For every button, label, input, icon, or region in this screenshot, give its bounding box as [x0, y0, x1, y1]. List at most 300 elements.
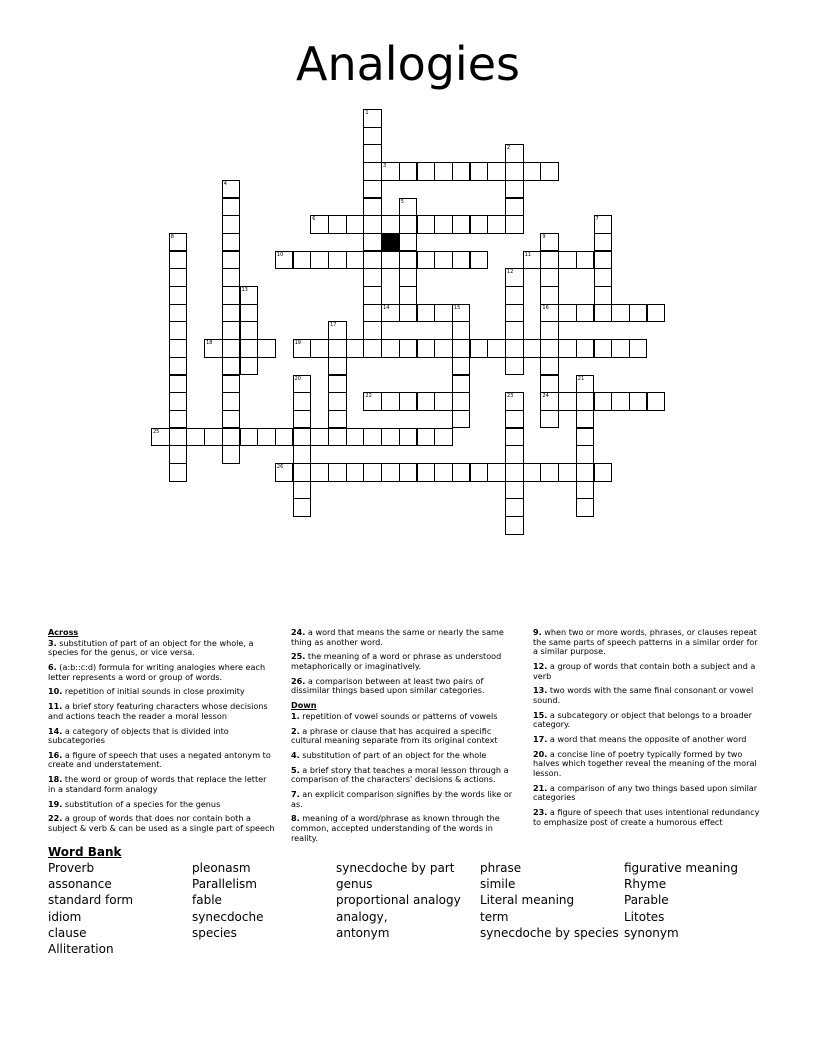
crossword-cell[interactable]: [540, 321, 559, 340]
crossword-cell[interactable]: [399, 162, 418, 181]
crossword-cell[interactable]: [417, 162, 436, 181]
crossword-cell[interactable]: [576, 481, 595, 500]
crossword-cell[interactable]: [470, 162, 489, 181]
crossword-cell[interactable]: [576, 498, 595, 517]
clue-number: 23: [507, 393, 514, 400]
down-header: Down: [291, 700, 317, 711]
crossword-cell[interactable]: [240, 321, 259, 340]
crossword-cell[interactable]: [293, 410, 312, 429]
crossword-cell[interactable]: [363, 144, 382, 163]
word-bank-item: Alliteration: [48, 942, 114, 957]
crossword-cell[interactable]: [328, 339, 347, 358]
down-clue: 8. meaning of a word/phrase as known through the common, accepted understanding of the words in reality.: [291, 813, 500, 843]
down-clue: 20. a concise line of poetry typically formed by two halves which together reveal the meaning of the moral lesson.: [533, 748, 757, 779]
crossword-cell[interactable]: [505, 339, 524, 358]
crossword-cell[interactable]: [240, 428, 259, 447]
crossword-cell[interactable]: [346, 428, 365, 447]
crossword-cell[interactable]: [169, 463, 188, 482]
word-bank-item: fable: [192, 893, 222, 908]
crossword-cell[interactable]: [222, 268, 241, 287]
crossword-cell[interactable]: [363, 463, 382, 482]
crossword-cell[interactable]: [204, 428, 223, 447]
crossword-cell[interactable]: [399, 339, 418, 358]
word-bank-item: Literal meaning: [480, 893, 575, 908]
crossword-cell[interactable]: [222, 180, 241, 199]
crossword-cell[interactable]: [275, 251, 294, 270]
crossword-cell[interactable]: [594, 463, 613, 482]
crossword-cell[interactable]: [417, 463, 436, 482]
clue-number: 12: [507, 269, 514, 276]
crossword-cell[interactable]: [169, 357, 188, 376]
word-bank-item: simile: [480, 877, 516, 892]
crossword-cell[interactable]: [363, 215, 382, 234]
clue-number: 26: [276, 464, 284, 470]
word-bank-item: Rhyme: [624, 877, 667, 892]
word-bank-item: genus: [336, 877, 373, 892]
crossword-cell[interactable]: [505, 498, 524, 517]
crossword-cell[interactable]: [381, 339, 400, 358]
crossword-cell[interactable]: [222, 375, 241, 394]
across-clue: 26. a comparison between at least two pairs of dissimilar things based upon similar categories.: [291, 675, 485, 696]
down-clue: 21. a comparison of any two things based upon similar categories: [533, 782, 758, 803]
crossword-cell[interactable]: [381, 428, 400, 447]
crossword-cell[interactable]: [222, 251, 241, 270]
crossword-cell[interactable]: [293, 481, 312, 500]
crossword-cell[interactable]: [363, 127, 382, 146]
crossword-cell[interactable]: [363, 321, 382, 340]
crossword-cell[interactable]: [417, 392, 436, 411]
crossword-cell[interactable]: [540, 463, 559, 482]
clue-number: 3: [383, 163, 387, 170]
crossword-cell[interactable]: [381, 251, 400, 270]
word-bank-title: Word Bank: [48, 845, 122, 859]
clue-number: 25: [153, 428, 160, 435]
word-bank-item: Parable: [624, 893, 669, 908]
crossword-cell[interactable]: [470, 463, 489, 482]
crossword-cell[interactable]: [222, 233, 241, 252]
crossword-cell[interactable]: [629, 339, 648, 358]
crossword-cell[interactable]: [169, 233, 188, 252]
page-title: Analogies: [296, 37, 520, 91]
word-bank-item: analogy,: [336, 909, 388, 924]
crossword-cell[interactable]: [434, 304, 453, 323]
crossword-cell[interactable]: [434, 428, 453, 447]
crossword-cell[interactable]: [576, 304, 595, 323]
crossword-cell[interactable]: [505, 215, 524, 234]
crossword-cell[interactable]: [381, 304, 400, 323]
crossword-cell[interactable]: [363, 198, 382, 217]
crossword-cell[interactable]: [169, 392, 188, 411]
across-clue: 11. a brief story featuring characters whose decisions and actions teach the reader a moral lesson: [48, 701, 268, 721]
crossword-cell[interactable]: [381, 162, 400, 181]
crossword-cell[interactable]: [417, 428, 436, 447]
crossword-cell[interactable]: [629, 392, 648, 411]
crossword-cell[interactable]: [452, 162, 471, 181]
crossword-cell[interactable]: [169, 375, 188, 394]
crossword-cell[interactable]: [363, 162, 382, 181]
crossword-cell[interactable]: [328, 392, 347, 411]
crossword-cell[interactable]: [222, 198, 241, 217]
crossword-cell[interactable]: [505, 445, 524, 464]
clue-number: 15: [453, 304, 461, 311]
crossword-cell[interactable]: [310, 251, 329, 270]
crossword-cell[interactable]: [363, 428, 382, 447]
crossword-cell[interactable]: [629, 304, 648, 323]
crossword-cell[interactable]: [293, 251, 312, 270]
crossword-cell[interactable]: [647, 304, 666, 323]
crossword-cell[interactable]: [328, 215, 347, 234]
clue-number: 4: [223, 180, 227, 187]
crossword-cell[interactable]: [399, 198, 418, 217]
across-clue: 16. a figure of speech that uses a negated antonym to create and understatement.: [48, 749, 271, 770]
word-bank-item: Proverb: [48, 861, 95, 875]
crossword-cell[interactable]: [487, 339, 506, 358]
crossword-cell[interactable]: [505, 268, 524, 287]
crossword-cell[interactable]: [222, 321, 241, 340]
crossword-cell[interactable]: [310, 463, 329, 482]
crossword-cell[interactable]: [417, 215, 436, 234]
word-bank-item: phrase: [480, 861, 522, 875]
down-clue: 1. repetition of vowel sounds or patterns of vowels: [291, 710, 498, 721]
crossword-cell[interactable]: [540, 268, 559, 287]
crossword-cell[interactable]: [169, 339, 188, 358]
crossword-cell[interactable]: [222, 286, 241, 305]
clue-number: 21: [577, 375, 585, 382]
clue-number: 6: [312, 216, 316, 223]
crossword-cell[interactable]: [540, 233, 559, 252]
crossword-cell[interactable]: [417, 251, 436, 270]
crossword-cell[interactable]: [293, 339, 312, 358]
crossword-cell[interactable]: [594, 286, 613, 305]
word-bank-column-5: [624, 860, 738, 941]
clue-number: 14: [383, 304, 390, 311]
crossword-cell[interactable]: [576, 410, 595, 429]
crossword-cell[interactable]: [169, 321, 188, 340]
crossword-cell[interactable]: [346, 463, 365, 482]
crossword-cell[interactable]: [222, 339, 241, 358]
across-clue: 18. the word or group of words that replace the letter in a standard form analogy: [48, 774, 267, 794]
crossword-cell[interactable]: [169, 410, 188, 429]
crossword-cell[interactable]: [505, 198, 524, 217]
down-clue: 2. a phrase or clause that has acquired a specific cultural meaning separate from its original context: [291, 725, 498, 746]
word-bank-item: idiom: [48, 909, 82, 924]
crossword-cell[interactable]: [240, 339, 259, 358]
crossword-cell[interactable]: [363, 251, 382, 270]
crossword-cell[interactable]: [540, 410, 559, 429]
word-bank-column-4: [480, 860, 619, 941]
crossword-cell[interactable]: [505, 286, 524, 305]
crossword-cell[interactable]: [434, 463, 453, 482]
crossword-cell[interactable]: [399, 251, 418, 270]
clue-number: 7: [595, 216, 599, 223]
crossword-cell[interactable]: [363, 304, 382, 323]
crossword-cell[interactable]: [204, 339, 223, 358]
crossword-cell[interactable]: [310, 428, 329, 447]
crossword-cell[interactable]: [594, 233, 613, 252]
crossword-cell[interactable]: [169, 268, 188, 287]
crossword-cell[interactable]: [576, 251, 595, 270]
crossword-cell[interactable]: [293, 428, 312, 447]
crossword-cell[interactable]: [540, 304, 559, 323]
crossword-cell[interactable]: [222, 392, 241, 411]
crossword-cell[interactable]: [505, 428, 524, 447]
crossword-cell[interactable]: [452, 357, 471, 376]
across-clue: 3. substitution of part of an object for the whole, a species for the genus, or vice versa.: [48, 637, 254, 658]
word-bank-item: assonance: [48, 877, 112, 892]
crossword-cell[interactable]: [240, 304, 259, 323]
word-bank-item: Parallelism: [192, 877, 257, 892]
crossword-cell[interactable]: [399, 428, 418, 447]
crossword-cell[interactable]: [275, 428, 294, 447]
crossword-cell[interactable]: [594, 392, 613, 411]
clues-column-1: [48, 628, 276, 839]
down-clue: 5. a brief story that teaches a moral lesson through a comparison of the characters' decisions & actions.: [291, 764, 509, 785]
crossword-cell[interactable]: [505, 144, 524, 163]
crossword-cell[interactable]: [470, 215, 489, 234]
crossword-cell[interactable]: [275, 463, 294, 482]
crossword-cell[interactable]: [434, 162, 453, 181]
crossword-cell[interactable]: [452, 375, 471, 394]
crossword-cell[interactable]: [434, 215, 453, 234]
word-bank-item: Litotes: [624, 909, 665, 924]
crossword-cell[interactable]: [169, 428, 188, 447]
crossword-cell[interactable]: [346, 339, 365, 358]
crossword-cell[interactable]: [540, 392, 559, 411]
crossword-cell[interactable]: [363, 233, 382, 252]
clue-number: 10: [276, 251, 284, 258]
clue-number: 8: [170, 233, 174, 240]
down-clue: 12. a group of words that contain both a subject and a verb: [533, 660, 756, 681]
word-bank-item: term: [480, 909, 509, 924]
crossword-cell[interactable]: [222, 357, 241, 376]
crossword-cell[interactable]: [576, 445, 595, 464]
crossword-cell[interactable]: [293, 445, 312, 464]
crossword-cell[interactable]: [647, 392, 666, 411]
crossword-cell[interactable]: [540, 375, 559, 394]
crossword-cell[interactable]: [381, 463, 400, 482]
crossword-cell[interactable]: [310, 215, 329, 234]
crossword-cell[interactable]: [523, 162, 542, 181]
crossword-cell[interactable]: [328, 410, 347, 429]
crossword-cell[interactable]: [328, 428, 347, 447]
crossword-cell[interactable]: [540, 286, 559, 305]
crossword-cell[interactable]: [363, 339, 382, 358]
across-clue: 6. (a:b::c:d) formula for writing analogies where each letter represents a word or group of words.: [48, 661, 266, 682]
crossword-cell[interactable]: [452, 321, 471, 340]
word-bank-column-2: [192, 860, 263, 941]
word-bank-item: proportional analogy: [336, 893, 461, 908]
clue-number: 13: [241, 287, 248, 293]
crossword-cell[interactable]: [399, 304, 418, 323]
crossword-cell[interactable]: [594, 304, 613, 323]
crossword-cell[interactable]: [505, 304, 524, 323]
word-bank-item: synecdoche by species: [480, 925, 619, 940]
clue-number: 18: [206, 340, 213, 347]
clues-column-3: [533, 628, 761, 833]
clue-number: 19: [294, 340, 301, 347]
crossword-cell[interactable]: [169, 304, 188, 323]
crossword-cell[interactable]: [293, 392, 312, 411]
crossword-cell[interactable]: [505, 180, 524, 199]
clue-number: 5: [400, 198, 404, 205]
across-clue: 14. a category of objects that is divided into subcategories: [48, 725, 229, 746]
crossword-cell[interactable]: [558, 339, 577, 358]
crossword-cell[interactable]: [240, 286, 259, 305]
crossword-cell[interactable]: [576, 392, 595, 411]
crossword-cell[interactable]: [399, 286, 418, 305]
crossword-cell[interactable]: [399, 463, 418, 482]
crossword-cell[interactable]: [363, 286, 382, 305]
crossword-cell[interactable]: [240, 357, 259, 376]
crossword-cell[interactable]: [505, 516, 524, 535]
crossword-cell[interactable]: [222, 215, 241, 234]
crossword-cell[interactable]: [346, 215, 365, 234]
crossword-cell[interactable]: [452, 410, 471, 429]
crossword-cell[interactable]: [594, 339, 613, 358]
word-bank-item: standard form: [48, 893, 134, 908]
crossword-cell[interactable]: [151, 428, 170, 447]
down-clue: 15. a subcategory or object that belongs to a broader category.: [533, 709, 752, 730]
crossword-cell[interactable]: [346, 251, 365, 270]
crossword-cell[interactable]: [293, 375, 312, 394]
crossword-cell[interactable]: [505, 410, 524, 429]
across-clue: 25. the meaning of a word or phrase as understood metaphorically or imaginatively.: [291, 651, 502, 671]
crossword-cell[interactable]: [470, 251, 489, 270]
crossword-cell[interactable]: [540, 339, 559, 358]
crossword-cell[interactable]: [328, 321, 347, 340]
crossword-cell[interactable]: [611, 392, 630, 411]
crossword-cell[interactable]: [399, 268, 418, 287]
crossword-cell[interactable]: [594, 251, 613, 270]
crossword-cell[interactable]: [381, 215, 400, 234]
across-clue: 22. a group of words that does nor contain both a subject & verb & can be used as a single part of speech: [48, 813, 275, 833]
word-bank-column-1: [48, 860, 133, 957]
clue-number: 24: [542, 393, 549, 400]
clues-column-2: [291, 628, 519, 848]
crossword-cell[interactable]: [222, 445, 241, 464]
down-clue: 23. a figure of speech that uses intentional redundancy to emphasize post of create a humorous effect: [533, 807, 760, 827]
crossword-cell[interactable]: [558, 304, 577, 323]
crossword-cell[interactable]: [169, 251, 188, 270]
crossword-cell[interactable]: [505, 162, 524, 181]
crossword-cell[interactable]: [505, 357, 524, 376]
crossword-cell[interactable]: [523, 339, 542, 358]
crossword-cell[interactable]: [328, 463, 347, 482]
down-clue: 4. substitution of part of an object for the whole: [291, 749, 487, 760]
crossword-cell[interactable]: [452, 215, 471, 234]
crossword-cell[interactable]: [505, 481, 524, 500]
crossword-cell[interactable]: [576, 428, 595, 447]
crossword-cell[interactable]: [487, 162, 506, 181]
crossword-cell[interactable]: [487, 215, 506, 234]
crossword-cell[interactable]: [381, 392, 400, 411]
across-header: Across: [48, 627, 79, 637]
crossword-cell[interactable]: [417, 304, 436, 323]
crossword-cell[interactable]: [169, 445, 188, 464]
crossword-cell[interactable]: [222, 428, 241, 447]
clue-number: 20: [294, 375, 301, 382]
crossword-cell[interactable]: [452, 463, 471, 482]
crossword-cell[interactable]: [540, 251, 559, 270]
crossword-cell[interactable]: [487, 463, 506, 482]
crossword-cell[interactable]: [328, 357, 347, 376]
crossword-cell[interactable]: [505, 463, 524, 482]
crossword-cell[interactable]: [505, 392, 524, 411]
crossword-cell[interactable]: [558, 392, 577, 411]
crossword-cell[interactable]: [222, 304, 241, 323]
crossword-cell[interactable]: [434, 392, 453, 411]
crossword-cell[interactable]: [452, 339, 471, 358]
crossword-cell[interactable]: [399, 233, 418, 252]
crossword-cell[interactable]: [558, 251, 577, 270]
crossword-cell[interactable]: [523, 463, 542, 482]
crossword-cell[interactable]: [434, 251, 453, 270]
crossword-cell[interactable]: [310, 339, 329, 358]
crossword-cell[interactable]: [594, 268, 613, 287]
word-bank-item: figurative meaning: [624, 861, 738, 875]
crossword-cell[interactable]: [257, 428, 276, 447]
crossword-cell[interactable]: [363, 392, 382, 411]
word-bank-item: synonym: [624, 925, 679, 940]
crossword-cell[interactable]: [470, 339, 489, 358]
crossword-cell[interactable]: [399, 392, 418, 411]
crossword-cell[interactable]: [576, 339, 595, 358]
crossword-cell[interactable]: [523, 251, 542, 270]
crossword-cell[interactable]: [594, 215, 613, 234]
crossword-cell[interactable]: [363, 268, 382, 287]
crossword-black-cell: [381, 233, 400, 252]
word-bank-column-3: [336, 860, 461, 941]
crossword-cell[interactable]: [576, 375, 595, 394]
crossword-cell[interactable]: [293, 498, 312, 517]
clue-number: 16: [542, 304, 549, 311]
crossword-cell[interactable]: [186, 428, 205, 447]
down-clue: 9. when two or more words, phrases, or clauses repeat the same parts of speech patterns in a similar order for a similar purpose.: [533, 627, 758, 657]
crossword-cell[interactable]: [576, 463, 595, 482]
crossword-cell[interactable]: [558, 463, 577, 482]
word-bank-item: pleonasm: [192, 861, 251, 875]
crossword-cell[interactable]: [399, 215, 418, 234]
word-bank-item: synecdoche: [192, 909, 264, 924]
clue-number: 11: [524, 251, 532, 258]
crossword-cell[interactable]: [611, 339, 630, 358]
crossword-cell[interactable]: [452, 304, 471, 323]
crossword-cell[interactable]: [222, 410, 241, 429]
crossword-cell[interactable]: [417, 339, 436, 358]
crossword-cell[interactable]: [363, 180, 382, 199]
crossword-cell[interactable]: [328, 375, 347, 394]
clue-number: 9: [542, 233, 546, 240]
word-bank-item: clause: [48, 925, 87, 940]
crossword-cell[interactable]: [257, 339, 276, 358]
crossword-cell[interactable]: [169, 286, 188, 305]
crossword-cell[interactable]: [363, 109, 382, 128]
crossword-cell[interactable]: [505, 321, 524, 340]
clue-number: 2: [507, 145, 511, 152]
crossword-cell[interactable]: [293, 463, 312, 482]
down-clue: 7. an explicit comparison signifies by the words like or as.: [291, 789, 513, 809]
crossword-cell[interactable]: [452, 251, 471, 270]
word-bank-item: species: [192, 925, 237, 940]
crossword-cell[interactable]: [540, 357, 559, 376]
crossword-cell[interactable]: [611, 304, 630, 323]
crossword-cell[interactable]: [328, 251, 347, 270]
clue-number: 22: [365, 393, 372, 400]
crossword-cell[interactable]: [452, 392, 471, 411]
crossword-cell[interactable]: [540, 162, 559, 181]
clue-number: 17: [330, 322, 337, 329]
crossword-cell[interactable]: [434, 339, 453, 358]
